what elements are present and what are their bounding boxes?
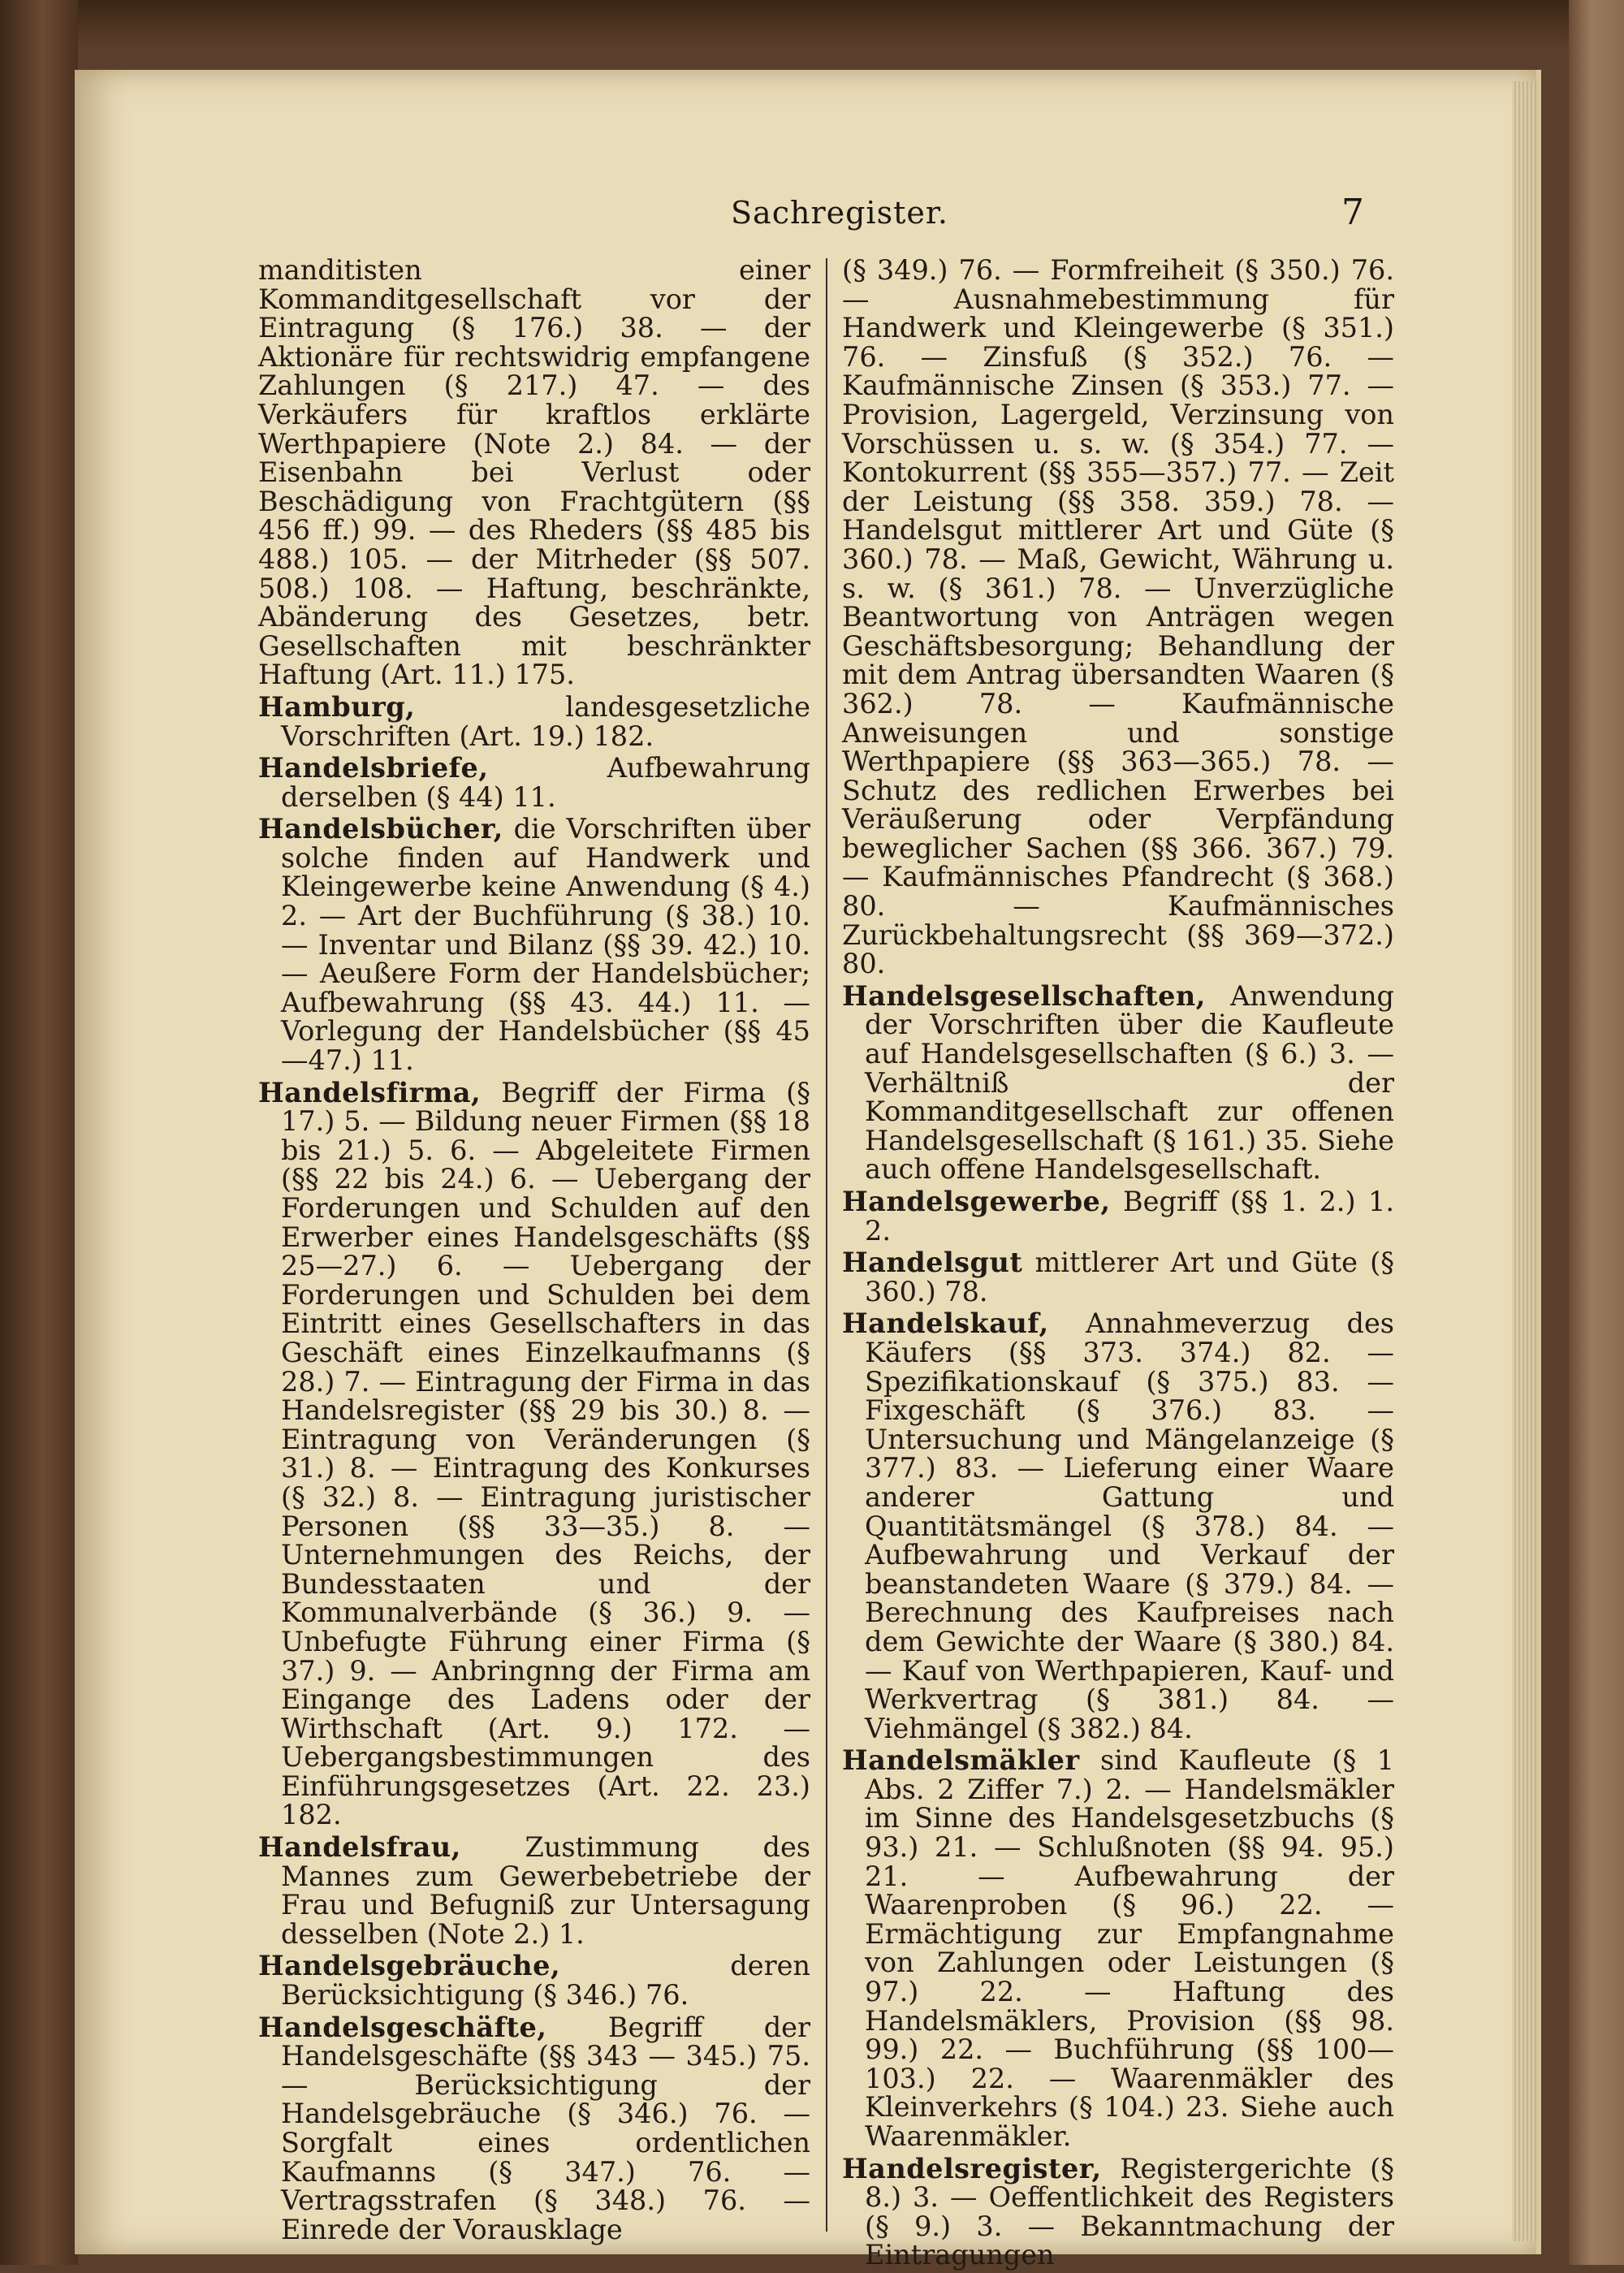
entry-head: Handelsfrau,	[258, 1831, 461, 1864]
entry-head: Handelsbücher,	[258, 813, 503, 845]
entry-head: Handelsgeschäfte,	[258, 2011, 547, 2043]
index-entry	[842, 1309, 1394, 1743]
book-cover-top	[0, 0, 1624, 52]
entry-text: Anwendung der Vorschriften über die Kaufleute auf Handelsgesellschaften (§ 6.) 3. — Verhältniß der Kommanditgesellschaft zur offenen Handelsgesellschaft (§ 161.) 35. Siehe auch offene Handelsgesellschaft.	[865, 979, 1394, 1186]
entry-text: (§ 349.) 76. — Formfreiheit (§ 350.) 76. — Ausnahmebestimmung für Handwerk und Kleingewerbe (§ 351.) 76. — Zinsfuß (§ 352.) 76. — Kaufmännische Zinsen (§ 353.) 77. — Provision, Lagergeld, Verzinsung von Vorschüssen u. s. w. (§ 354.) 77. — Kontokurrent (§§ 355—357.) 77. — Zeit der Leistung (§§ 358. 359.) 78. — Handelsgut mittlerer Art und Güte (§ 360.) 78. — Maß, Gewicht, Währung u. s. w. (§ 361.) 78. — Unverzügliche Beantwortung von Anträgen wegen Geschäftsbesorgung; Behandlung der mit dem Antrag übersandten Waaren (§ 362.) 78. — Kaufmännische Anweisungen und sonstige Werthpapiere (§§ 363—365.) 78. — Schutz des redlichen Erwerbes bei Veräußerung oder Verpfändung beweglicher Sachen (§§ 366. 367.) 79. — Kaufmännisches Pfandrecht (§ 368.) 80. — Kaufmännisches Zurückbehaltungsrecht (§§ 369—372.) 80.	[842, 254, 1394, 980]
index-entry	[258, 1950, 810, 2012]
entry-text: Begriff der Handelsgeschäfte (§§ 343 — 345.) 75. — Berücksichtigung der Handelsgebräuche (§ 346.) 76. — Sorgfalt eines ordentlichen Kaufmanns (§ 347.) 76. — Vertragsstrafen (§ 348.) 76. — Einrede der Vorausklage	[281, 2011, 810, 2245]
entry-head: Hamburg,	[258, 690, 416, 723]
entry-text: deren Berücksichtigung (§ 346.) 76.	[281, 1950, 810, 2012]
entry-head: Handelsbriefe,	[258, 752, 489, 784]
book-cover-left	[0, 0, 78, 2265]
index-entry	[258, 813, 810, 1077]
index-entry	[842, 2154, 1394, 2270]
entry-text: Zustimmung des Mannes zum Gewerbebetriebe der Frau und Befugniß zur Untersagung desselben (Note 2.) 1.	[281, 1831, 810, 1950]
entry-head: Handelsgewerbe,	[842, 1186, 1111, 1217]
entry-head: Handelsgebräuche,	[258, 1950, 561, 1982]
left-column	[258, 256, 810, 2247]
index-entry	[258, 2013, 810, 2245]
entry-text: landesgesetzliche Vorschriften (Art. 19.) 182.	[281, 690, 810, 752]
entry-head: Handelsregister,	[842, 2152, 1102, 2184]
index-entry	[842, 979, 1394, 1186]
page-number: 7	[1341, 192, 1364, 233]
index-entry	[258, 1833, 810, 1948]
entry-head: Handelsgesellschaften,	[842, 979, 1206, 1012]
entry-text: Annahmeverzug des Käufers (§§ 373. 374.) 82. — Spezifikationskauf (§ 375.) 83. — Fixgeschäft (§ 376.) 83. — Untersuchung und Mängelanzeige (§ 377.) 83. — Lieferung einer Waare anderer Gattung und Quantitätsmängel (§ 378.) 84. — Aufbewahrung und Verkauf der beanstandeten Waare (§ 379.) 84. — Berechnung des Kaufpreises nach dem Gewichte der Waare (§ 380.) 84. — Kauf von Werthpapieren, Kauf- und Werkvertrag (§ 381.) 84. — Viehmängel (§ 382.) 84.	[865, 1307, 1394, 1744]
entry-text: die Vorschriften über solche finden auf Handwerk und Kleingewerbe keine Anwendung (§ 4.) 2. — Art der Buchführung (§ 38.) 10. — Inventar und Bilanz (§§ 39. 42.) 10. — Aeußere Form der Handelsbücher; Aufbewahrung (§§ 43. 44.) 11. — Vorlegung der Handelsbücher (§§ 45—47.) 11.	[281, 813, 810, 1077]
book-cover-right	[1569, 0, 1624, 2265]
entry-text: Registergerichte (§ 8.) 3. — Oeffentlichkeit des Registers (§ 9.) 3. — Bekanntmachung der Eintragungen	[865, 2152, 1394, 2271]
index-entry	[842, 1248, 1394, 1306]
entry-text: sind Kaufleute (§ 1 Abs. 2 Ziffer 7.) 2. — Handelsmäkler im Sinne des Handelsgesetzbuchs (§ 93.) 21. — Schlußnoten (§§ 94. 95.) 21. — Aufbewahrung der Waarenproben (§ 96.) 22. — Ermächtigung zur Empfangnahme von Zahlungen oder Leistungen (§ 97.) 22. — Haftung des Handelsmäklers, Provision (§§ 98. 99.) 22. — Buchführung (§§ 100—103.) 22. — Waarenmäkler des Kleinverkehrs (§ 104.) 23. Siehe auch Waarenmäkler.	[865, 1744, 1394, 2152]
running-title: Sachregister.	[731, 195, 948, 231]
entry-head: Handelskauf,	[842, 1307, 1049, 1340]
index-entry	[842, 256, 1394, 979]
entry-head: Handelsgut	[842, 1247, 1023, 1279]
index-entry	[842, 1746, 1394, 2150]
entry-text: Begriff (§§ 1. 2.) 1. 2.	[865, 1186, 1394, 1247]
page-edges	[1512, 81, 1536, 2241]
index-entry	[258, 256, 810, 689]
entry-text: Aufbewahrung derselben (§ 44) 11.	[281, 752, 810, 813]
entry-text: manditisten einer Kommanditgesellschaft vor der Eintragung (§ 176.) 38. — der Aktionäre für rechtswidrig empfangene Zahlungen (§ 217.) 47. — des Verkäufers für kraftlos erklärte Werthpapiere (Note 2.) 84. — der Eisenbahn bei Verlust oder Beschädigung von Frachtgütern (§§ 456 ff.) 99. — des Rheders (§§ 485 bis 488.) 105. — der Mitrheder (§§ 507. 508.) 108. — Haftung, beschränkte, Abänderung des Gesetzes, betr. Gesellschaften mit beschränkter Haftung (Art. 11.) 175.	[258, 254, 810, 691]
column-divider	[826, 258, 827, 2232]
entry-head: Handelsmäkler	[842, 1744, 1080, 1777]
index-entry	[842, 1187, 1394, 1245]
entry-text: mittlerer Art und Güte (§ 360.) 78.	[865, 1247, 1394, 1307]
index-entry	[258, 1078, 810, 1830]
index-entry	[258, 754, 810, 811]
index-entry	[258, 690, 810, 752]
entry-head: Handelsfirma,	[258, 1076, 482, 1108]
entry-text: Begriff der Firma (§ 17.) 5. — Bildung neuer Firmen (§§ 18 bis 21.) 5. 6. — Abgeleitete Firmen (§§ 22 bis 24.) 6. — Uebergang der Forderungen und Schulden auf den Erwerber eines Handelsgeschäfts (§§ 25—27.) 6. — Uebergang der Forderungen und Schulden bei dem Eintritt eines Gesellschafters in das Geschäft eines Einzelkaufmanns (§ 28.) 7. — Eintragung der Firma in das Handelsregister (§§ 29 bis 30.) 8. — Eintragung von Veränderungen (§ 31.) 8. — Eintragung des Konkurses (§ 32.) 8. — Eintragung juristischer Personen (§§ 33—35.) 8. — Unternehmungen des Reichs, der Bundesstaaten und der Kommunalverbände (§ 36.) 9. — Unbefugte Führung einer Firma (§ 37.) 9. — Anbringnng der Firma am Eingange des Ladens oder der Wirthschaft (Art. 9.) 172. — Uebergangsbestimmungen des Einführungsgesetzes (Art. 22. 23.) 182.	[281, 1076, 810, 1831]
right-column	[842, 256, 1394, 2273]
